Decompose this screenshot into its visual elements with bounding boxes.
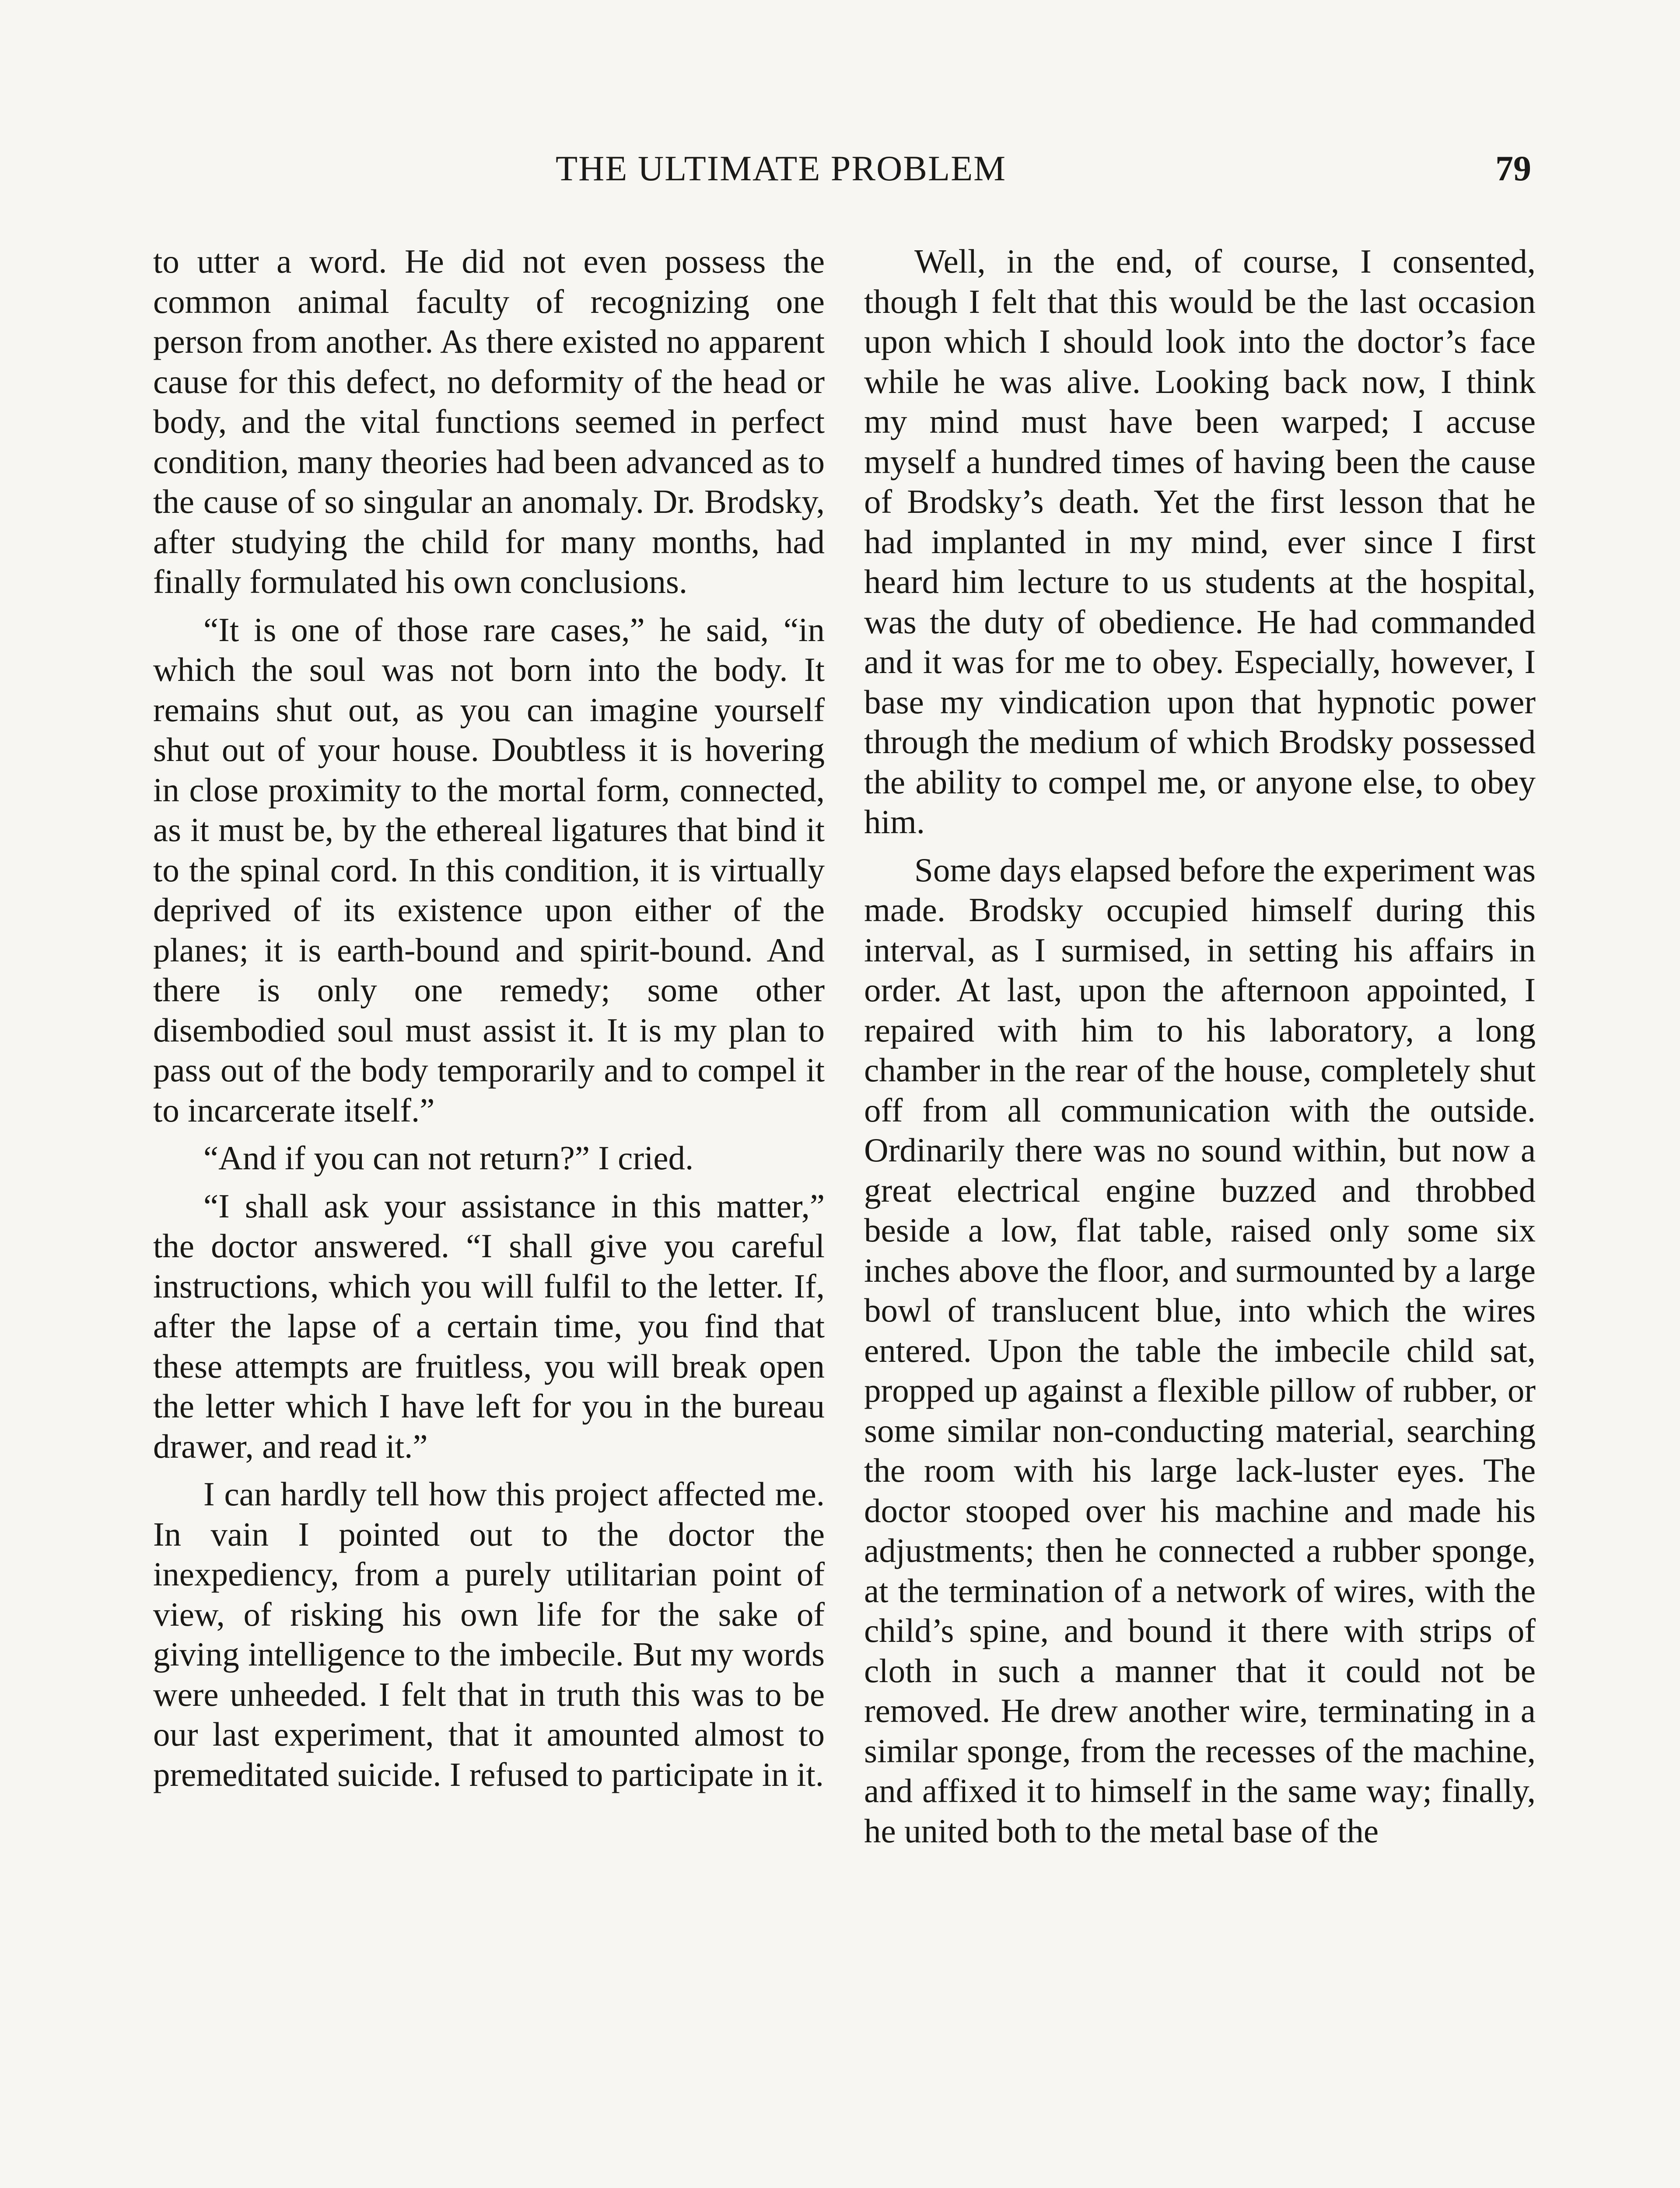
paragraph: “And if you can not return?” I cried. [203,1139,694,1177]
left-column [153,242,825,1802]
paragraph: “I shall ask your assistance in this matter,” the doctor answered. “I shall give you careful instructions, which you will fulfil to the letter. If, after the lapse of a certain time, you find that these attempts are fruitless, you will break open the letter which I have left for you in the bureau drawer, and read it.” [153,1187,825,1465]
paragraph: Well, in the end, of course, I consented, though I felt that this would be the last occasion upon which I should look into the doctor’s face while he was alive. Looking back now, I think my mind must have been warped; I accuse myself a hundred times of having been the cause of Brodsky’s death. Yet the first lesson that he had implanted in my mind, ever since I first heard him lecture to us students at the hospital, was the duty of obedience. He had commanded and it was for me to obey. Especially, however, I base my vindication upon that hypnotic power through the medium of which Brodsky possessed the ability to compel me, or anyone else, to obey him. [864,242,1536,841]
right-column [864,242,1536,1859]
paragraph: to utter a word. He did not even possess the common animal faculty of recognizing one person from another. As there existed no apparent cause for this defect, no deformity of the head or body, and the vital functions seemed in perfect condition, many theories had been advanced as to the cause of so singular an anomaly. Dr. Brodsky, after studying the child for many months, had finally formulated his own conclusions. [153,242,825,600]
running-head [149,144,1549,193]
running-title: THE ULTIMATE PROBLEM [556,148,1007,188]
paragraph: I can hardly tell how this project affected me. In vain I pointed out to the doctor the inexpediency, from a purely utilitarian point of view, of risking his own life for the sake of giving intelligence to the imbecile. But my words were unheeded. I felt that in truth this was to be our last experiment, that it amounted almost to premeditated suicide. I refused to participate in it. [153,1475,825,1793]
paragraph: Some days elapsed before the experiment was made. Brodsky occupied himself during this interval, as I surmised, in setting his affairs in order. At last, upon the afternoon appointed, I repaired with him to his laboratory, a long chamber in the rear of the house, completely shut off from all communication with the outside. Ordinarily there was no sound within, but now a great electrical engine buzzed and throbbed beside a low, flat table, raised only some six inches above the floor, and surmounted by a large bowl of translucent blue, into which the wires entered. Upon the table the imbecile child sat, propped up against a flexible pillow of rubber, or some similar non-conducting material, searching the room with his large lack-luster eyes. The doctor stooped over his machine and made his adjustments; then he connected a rubber sponge, at the termination of a network of wires, with the child’s spine, and bound it there with strips of cloth in such a manner that it could not be removed. He drew another wire, terminating in a similar sponge, from the recesses of the machine, and affixed it to himself in the same way; finally, he united both to the metal base of the [864,851,1536,1850]
paragraph: “It is one of those rare cases,” he said, “in which the soul was not born into the body. It remains shut out, as you can imagine yourself shut out of your house. Doubtless it is hovering in close proximity to the mortal form, connected, as it must be, by the ethereal ligatures that bind it to the spinal cord. In this condition, it is virtually deprived of its existence upon either of the planes; it is earth-bound and spirit-bound. And there is only one remedy; some other disembodied soul must assist it. It is my plan to pass out of the body temporarily and to compel it to incarcerate itself.” [153,610,825,1129]
page-number: 79 [1495,148,1531,188]
